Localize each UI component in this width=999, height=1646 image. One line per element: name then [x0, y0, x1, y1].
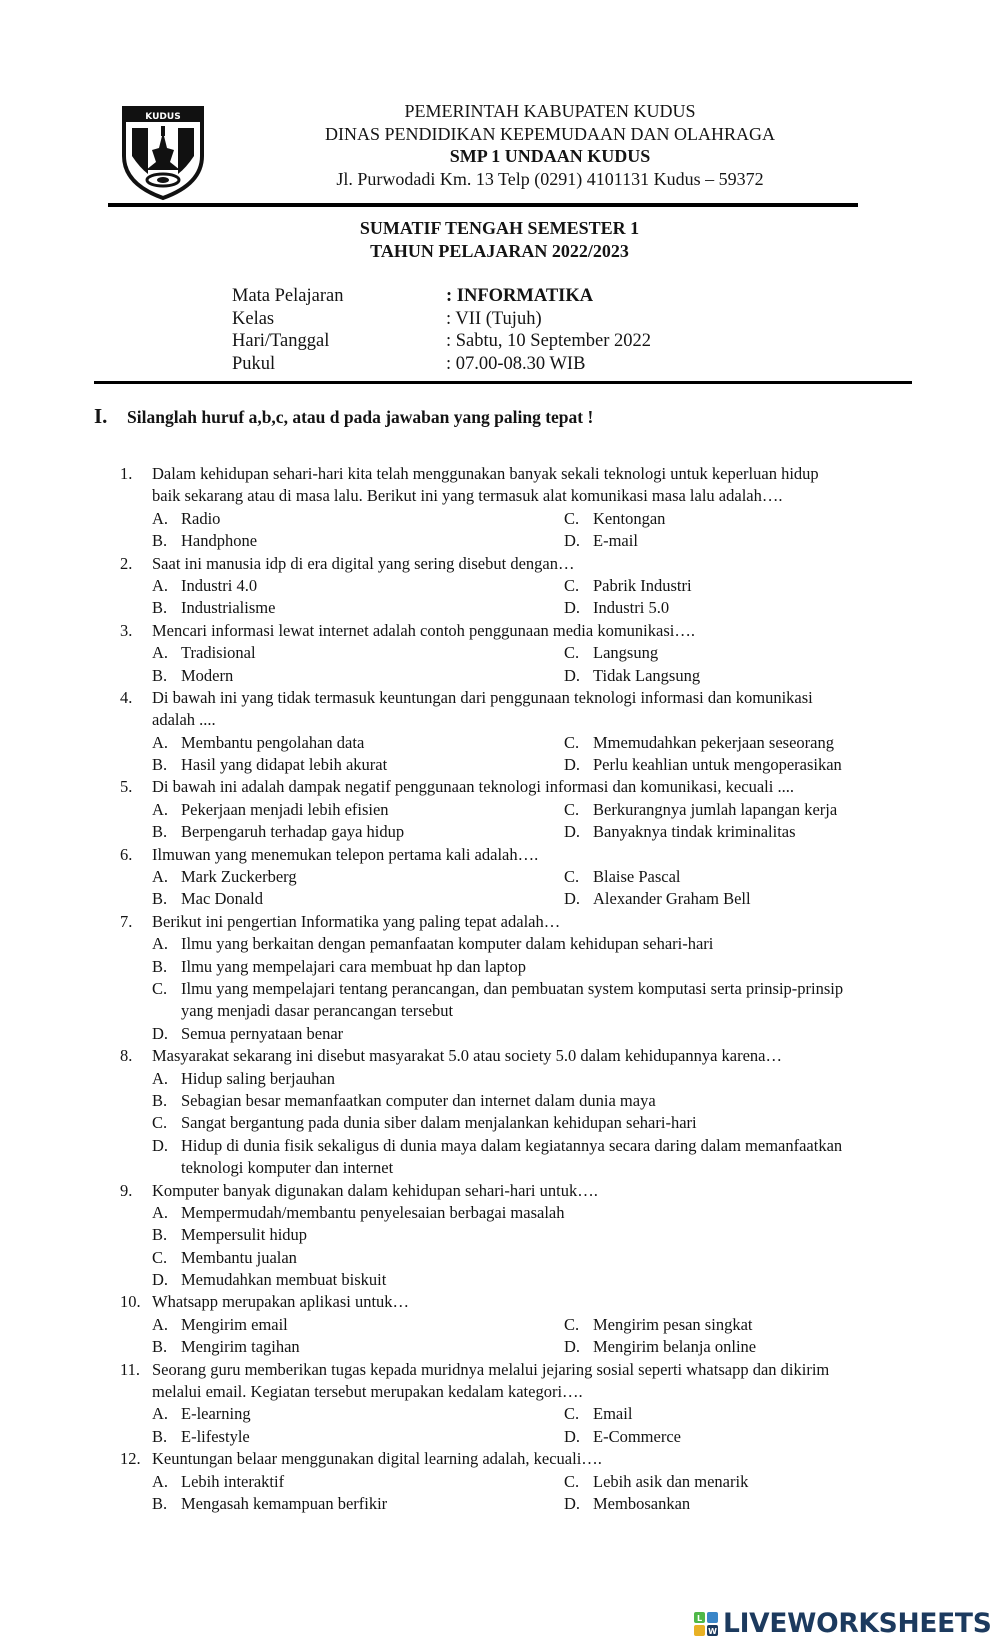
question-number: 7. — [120, 911, 133, 931]
option-text: Memudahkan membuat biskuit — [181, 1270, 387, 1290]
option-text: Ilmu yang mempelajari cara membuat hp dan laptop — [181, 956, 527, 976]
option-letter: C. — [152, 978, 168, 998]
option-letter: B. — [152, 598, 168, 618]
option-letter: B. — [152, 889, 168, 909]
question-1 — [0, 463, 999, 485]
option-row — [0, 933, 999, 955]
option-text: Modern — [181, 665, 234, 685]
option-letter: B. — [152, 1426, 168, 1446]
option-text: Mengasah kemampuan berfikir — [181, 1493, 388, 1513]
header-department: DINAS PENDIDIKAN KEPEMUDAAN DAN OLAHRAGA — [325, 123, 775, 144]
option-letter: B. — [152, 531, 168, 551]
option-text: Radio — [181, 508, 221, 528]
option-row — [0, 1403, 999, 1425]
option-text: yang menjadi dasar perancangan tersebut — [181, 1001, 454, 1021]
question-text: melalui email. Kegiatan tersebut merupakan kedalam kategori…. — [152, 1382, 583, 1402]
option-text: Membantu pengolahan data — [181, 732, 365, 752]
question-text: Mencari informasi lewat internet adalah contoh penggunaan media komunikasi…. — [152, 620, 695, 640]
option-letter: A. — [152, 1068, 169, 1088]
option-letter: C. — [564, 1471, 580, 1491]
option-letter: D. — [564, 889, 581, 909]
info-label: Kelas — [232, 308, 275, 329]
option-text: Email — [593, 1404, 633, 1424]
option-text: Mengirim belanja online — [593, 1337, 757, 1357]
option-letter: D. — [564, 755, 581, 775]
question-3 — [0, 620, 999, 642]
question-text-line — [0, 485, 999, 507]
option-letter: A. — [152, 1314, 169, 1334]
option-text: E-lifestyle — [181, 1426, 250, 1446]
question-8 — [0, 1045, 999, 1067]
question-9 — [0, 1180, 999, 1202]
option-row — [0, 799, 999, 821]
option-row — [0, 575, 999, 597]
option-row — [0, 1471, 999, 1493]
option-text: Sangat bergantung pada dunia siber dalam menjalankan kehidupan sehari-hari — [181, 1113, 697, 1133]
option-letter: A. — [152, 1202, 169, 1222]
option-text: Langsung — [593, 643, 659, 663]
kudus-regency-logo — [118, 104, 208, 202]
question-text: Di bawah ini yang tidak termasuk keuntungan dari penggunaan teknologi informasi dan komunikasi — [152, 687, 813, 707]
question-number: 4. — [120, 687, 133, 707]
option-text: Industrialisme — [181, 598, 276, 618]
option-row — [0, 1202, 999, 1224]
option-letter: C. — [564, 508, 580, 528]
option-letter: C. — [152, 1247, 168, 1267]
option-row — [0, 754, 999, 776]
option-text: Pabrik Industri — [593, 575, 692, 595]
option-letter: A. — [152, 575, 169, 595]
option-text: Berpengaruh terhadap gaya hidup — [181, 822, 405, 842]
option-row — [0, 665, 999, 687]
option-letter: B. — [152, 1090, 168, 1110]
option-row — [0, 1135, 999, 1157]
info-value: : Sabtu, 10 September 2022 — [446, 331, 652, 351]
option-text: Banyaknya tindak kriminalitas — [593, 822, 796, 842]
option-letter: A. — [152, 934, 169, 954]
option-text: E-Commerce — [593, 1426, 681, 1446]
option-row — [0, 1068, 999, 1090]
option-row — [0, 888, 999, 910]
option-row — [0, 597, 999, 619]
question-text: Dalam kehidupan sehari-hari kita telah menggunakan banyak sekali teknologi untuk keperluan hidup — [152, 464, 819, 483]
option-letter: D. — [152, 1135, 169, 1155]
option-letter: C. — [564, 575, 580, 595]
option-letter: D. — [152, 1023, 169, 1043]
option-letter: D. — [564, 665, 581, 685]
option-text: Mempersulit hidup — [181, 1225, 308, 1245]
option-letter: B. — [152, 822, 168, 842]
question-text: Whatsapp merupakan aplikasi untuk… — [152, 1292, 410, 1312]
option-letter: C. — [564, 799, 580, 819]
question-text: adalah .... — [152, 710, 216, 730]
question-text: baik sekarang atau di masa lalu. Berikut ini yang termasuk alat komunikasi masa lalu adalah…. — [152, 486, 783, 506]
liveworksheets-brand: LIVEWORKSHEETS — [723, 1608, 992, 1639]
section-instruction: Silanglah huruf a,b,c, atau d pada jawaban yang paling tepat ! — [127, 407, 594, 427]
option-text: Mempermudah/membantu penyelesaian berbagai masalah — [181, 1202, 565, 1222]
option-row — [0, 530, 999, 552]
header-government: PEMERINTAH KABUPATEN KUDUS — [404, 101, 696, 121]
option-text: teknologi komputer dan internet — [181, 1158, 394, 1178]
question-text-line — [0, 1381, 999, 1403]
question-10 — [0, 1291, 999, 1313]
option-text: Berkurangnya jumlah lapangan kerja — [593, 799, 838, 819]
question-number: 5. — [120, 777, 133, 797]
question-number: 11. — [120, 1359, 141, 1379]
option-letter: B. — [152, 956, 168, 976]
option-letter: C. — [564, 732, 580, 752]
question-text: Seorang guru memberikan tugas kepada muridnya melalui jejaring sosial seperti whatsapp dan dikirim — [152, 1359, 830, 1379]
option-text: Mengirim pesan singkat — [593, 1314, 753, 1334]
info-label: Pukul — [232, 353, 276, 374]
exam-year: TAHUN PELAJARAN 2022/2023 — [370, 241, 629, 261]
option-text: Perlu keahlian untuk mengoperasikan — [593, 755, 842, 775]
option-letter: B. — [152, 1225, 168, 1245]
option-row — [0, 1314, 999, 1336]
option-text: Ilmu yang berkaitan dengan pemanfaatan komputer dalam kehidupan sehari-hari — [181, 934, 714, 954]
option-text: Mark Zuckerberg — [181, 867, 297, 887]
question-number: 12. — [120, 1449, 141, 1469]
info-value: : 07.00-08.30 WIB — [446, 353, 586, 374]
option-letter: A. — [152, 867, 169, 887]
info-value: : INFORMATIKA — [446, 286, 594, 306]
question-number: 9. — [120, 1180, 133, 1200]
option-letter: A. — [152, 643, 169, 663]
option-text: Hasil yang didapat lebih akurat — [181, 755, 388, 775]
question-number: 10. — [120, 1292, 141, 1312]
option-text: Tradisional — [181, 643, 256, 663]
option-row — [0, 1224, 999, 1246]
question-2 — [0, 553, 999, 575]
option-row — [0, 1493, 999, 1515]
option-text: Semua pernyataan benar — [181, 1023, 344, 1043]
option-row — [0, 1090, 999, 1112]
question-text-line — [0, 709, 999, 731]
option-letter: A. — [152, 1471, 169, 1491]
option-letter: B. — [152, 1337, 168, 1357]
option-row — [0, 866, 999, 888]
header-address: Jl. Purwodadi Km. 13 Telp (0291) 4101131 Kudus – 59372 — [336, 168, 764, 189]
option-row — [0, 956, 999, 978]
question-number: 3. — [120, 620, 133, 640]
section-heading — [94, 404, 594, 429]
option-letter: A. — [152, 799, 169, 819]
section-number: I. — [94, 404, 108, 428]
question-11 — [0, 1359, 999, 1381]
question-text: Berikut ini pengertian Informatika yang paling tepat adalah… — [152, 911, 561, 931]
option-letter: C. — [152, 1113, 168, 1133]
info-label: Mata Pelajaran — [232, 286, 344, 306]
option-text: Lebih asik dan menarik — [593, 1471, 749, 1491]
option-letter: B. — [152, 755, 168, 775]
option-text: Handphone — [181, 531, 258, 551]
option-letter: D. — [564, 1337, 581, 1357]
option-row — [0, 1336, 999, 1358]
option-row — [0, 1157, 999, 1179]
header-school: SMP 1 UNDAAN KUDUS — [449, 146, 651, 166]
option-row — [0, 1000, 999, 1022]
option-letter: D. — [564, 531, 581, 551]
option-text: Ilmu yang mempelajari tentang perancangan, dan pembuatan system komputasi serta prinsip-prinsip — [181, 978, 844, 998]
option-letter: D. — [564, 1493, 581, 1513]
option-letter: B. — [152, 665, 168, 685]
option-letter: C. — [564, 643, 580, 663]
question-text: Masyarakat sekarang ini disebut masyarakat 5.0 atau society 5.0 dalam kehidupannya karena… — [152, 1046, 782, 1066]
question-12 — [0, 1448, 999, 1470]
option-text: Tidak Langsung — [593, 665, 701, 685]
option-text: Industri 5.0 — [593, 598, 670, 618]
option-row — [0, 978, 999, 1000]
question-7 — [0, 911, 999, 933]
info-label: Hari/Tanggal — [232, 331, 330, 351]
question-text: Ilmuwan yang menemukan telepon pertama kali adalah…. — [152, 844, 539, 864]
option-letter: D. — [564, 598, 581, 618]
option-text: Blaise Pascal — [593, 867, 681, 887]
option-letter: D. — [152, 1270, 169, 1290]
option-row — [0, 821, 999, 843]
option-row — [0, 1269, 999, 1291]
question-list — [0, 463, 999, 1515]
option-text: Pekerjaan menjadi lebih efisien — [181, 799, 389, 819]
option-letter: D. — [564, 1426, 581, 1446]
question-5 — [0, 776, 999, 798]
option-text: Alexander Graham Bell — [593, 889, 751, 909]
liveworksheets-logo-icon — [694, 1612, 718, 1636]
option-text: Membantu jualan — [181, 1247, 297, 1267]
question-text: Di bawah ini adalah dampak negatif penggunaan teknologi informasi dan komunikasi, kecuali .... — [152, 777, 794, 797]
logo-letter: L — [696, 1614, 703, 1623]
option-letter: C. — [564, 867, 580, 887]
option-text: Lebih interaktif — [181, 1471, 285, 1491]
option-text: Sebagian besar memanfaatkan computer dan internet dalam dunia maya — [181, 1090, 656, 1110]
question-number: 6. — [120, 844, 133, 864]
option-letter: B. — [152, 1493, 168, 1513]
option-letter: A. — [152, 508, 169, 528]
question-text: Keuntungan belaar menggunakan digital learning adalah, kecuali…. — [152, 1449, 602, 1469]
info-value: : VII (Tujuh) — [446, 308, 542, 329]
question-6 — [0, 844, 999, 866]
option-text: Hidup di dunia fisik sekaligus di dunia maya dalam kegiatannya secara daring dalam memanfaatkan — [181, 1135, 843, 1155]
header-divider — [108, 203, 858, 207]
info-divider — [94, 381, 912, 384]
option-row — [0, 1023, 999, 1045]
option-text: E-learning — [181, 1404, 251, 1424]
option-letter: D. — [564, 822, 581, 842]
option-text: Hidup saling berjauhan — [181, 1068, 335, 1088]
logo-text: KUDUS — [145, 112, 181, 122]
option-text: Mengirim email — [181, 1314, 288, 1334]
option-text: Mmemudahkan pekerjaan seseorang — [593, 732, 834, 752]
option-row — [0, 1426, 999, 1448]
option-letter: C. — [564, 1404, 580, 1424]
exam-title: SUMATIF TENGAH SEMESTER 1 — [359, 218, 640, 238]
option-text: Kentongan — [593, 508, 666, 528]
option-text: E-mail — [593, 531, 638, 551]
logo-letter: W — [708, 1627, 717, 1636]
option-row — [0, 732, 999, 754]
option-text: Mengirim tagihan — [181, 1337, 300, 1357]
option-row — [0, 1112, 999, 1134]
option-letter: C. — [564, 1314, 580, 1334]
option-letter: A. — [152, 1404, 169, 1424]
question-text: Komputer banyak digunakan dalam kehidupan sehari-hari untuk…. — [152, 1180, 598, 1200]
question-number: 2. — [120, 553, 133, 573]
question-text: Saat ini manusia idp di era digital yang sering disebut dengan… — [152, 553, 575, 573]
option-row — [0, 508, 999, 530]
option-letter: A. — [152, 732, 169, 752]
question-4 — [0, 687, 999, 709]
question-number: 8. — [120, 1046, 133, 1066]
option-text: Membosankan — [593, 1493, 691, 1513]
option-row — [0, 1247, 999, 1269]
option-row — [0, 642, 999, 664]
question-number: 1. — [120, 464, 133, 483]
option-text: Mac Donald — [181, 889, 264, 909]
option-text: Industri 4.0 — [181, 575, 258, 595]
